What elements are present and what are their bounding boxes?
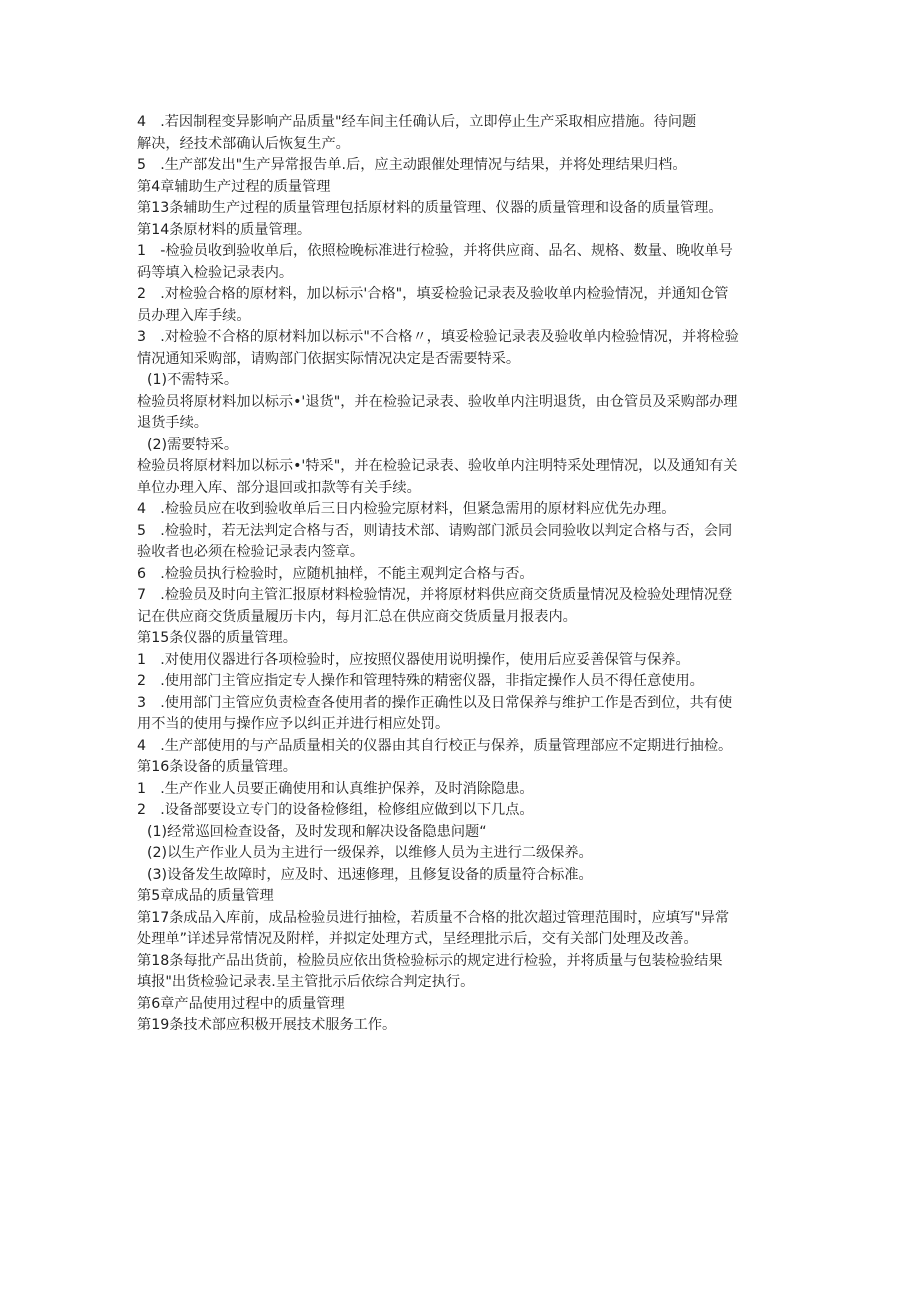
text-line: 4 .检验员应在收到验收单后三日内检验完原材料，但紧急需用的原材料应优先办理。: [137, 501, 676, 517]
text-line: 2 .使用部门主管应指定专人操作和管理特殊的精密仪器，非指定操作人员不得任意使用。: [137, 673, 704, 689]
text-line: 7 .检验员及时向主管汇报原材料检验情况，并将原材料供应商交货质量情况及检验处理情况登: [137, 587, 733, 603]
text-line: 6 .检验员执行检验时，应随机抽样，不能主观判定合格与否。: [137, 565, 534, 582]
sub-item: (1)不需特采。: [147, 372, 239, 388]
text-line: 3 .对检验不合格的原材料加以标示"不合格〃，填妥检验记录表及验收单内检验情况，并将检验: [137, 329, 739, 345]
text-line: 员办理入库手续。: [137, 307, 251, 324]
text-line: 1 .对使用仪器进行各项检验时，应按照仪器使用说明操作，使用后应妥善保管与保养。: [137, 651, 690, 668]
article-line: 第17条成品入库前，成品检验员进行抽检，若质量不合格的批次超过管理范围时，应填写"异常: [137, 909, 730, 926]
text-line: 记在供应商交货质量履历卡内，每月汇总在供应商交货质量月报表内。: [137, 608, 577, 625]
article-line: 第18条每批产品出货前，检脸员应依出货检验标示的规定进行检验，并将质量与包装检验结果: [137, 952, 723, 969]
text-line: 1 -检验员收到验收单后，依照检晚标准进行检验，并将供应商、品名、规格、数量、晚收单号: [137, 243, 733, 259]
text-line: 2 .对检验合格的原材料，加以标示'合格"，填妥检验记录表及验收单内检验情况，并通知仓管: [137, 286, 729, 302]
document-body: [137, 112, 789, 1037]
article-line: 第19条技术部应积极开展技术服务工作。: [137, 1017, 397, 1033]
text-line: 5 .生产部发出"生产异常报告单.后，应主动跟催处理情况与结果，并将处理结果归档。: [137, 157, 687, 173]
text-line: 5 .检验时，若无法判定合格与否，则请技术部、请购部门派员会同验收以判定合格与否，会同: [137, 522, 733, 539]
sub-item: (3)设备发生故障时，应及时、迅速修理，且修复设备的质量符合标准。: [147, 866, 593, 883]
text-line: 填报"出货检验记录表.呈主管批示后依综合判定执行。: [137, 974, 475, 990]
text-line: 处理单”详述异常情况及附样，并拟定处理方式，呈经理批示后，交有关部门处理及改善。: [137, 931, 698, 947]
sub-item: (1)经常巡回检查设备，及时发现和解决设备隐患问题“: [147, 823, 487, 840]
text-line: 4 .生产部使用的与产品质量相关的仪器由其自行校正与保养，质量管理部应不定期进行抽检。: [137, 737, 733, 754]
sub-item: (2)需要特采。: [147, 436, 239, 453]
text-line: 3 .使用部门主管应负责检查各使用者的操作正确性以及日常保养与维护工作是否到位，共有使: [137, 694, 733, 711]
text-line: 退货手续。: [137, 415, 208, 431]
text-line: 4 .若因制程变异影响产品质量"经车间主任确认后，立即停止生产采取相应措施。待问题: [137, 114, 697, 130]
article-line: 第15条仪器的质量管理。: [137, 630, 297, 646]
article-line: 第14条原材料的质量管理。: [137, 221, 312, 238]
chapter-heading: 第5章成品的质量管理: [137, 888, 274, 904]
text-line: 码等填入检验记录表内。: [137, 264, 294, 281]
chapter-heading: 第4章辅助生产过程的质量管理: [137, 178, 331, 195]
text-line: 2 .设备部要设立专门的设备检修组，检修组应做到以下几点。: [137, 802, 534, 818]
sub-item: (2)以生产作业人员为主进行一级保养，以维修人员为主进行二级保养。: [147, 845, 593, 861]
text-line: 情况通知采购部，请购部门依据实际情况决定是否需要特采。: [137, 350, 521, 367]
text-line: 单位办理入库、部分退回或扣款等有关手续。: [137, 479, 421, 496]
text-line: 解决，经技术部确认后恢复生产。: [137, 135, 350, 152]
text-line: 检验员将原材料加以标示•'特采"，并在检验记录表、验收单内注明特采处理情况，以及通知有关: [137, 458, 738, 474]
text-line: 1 .生产作业人员要正确使用和认真维护保养，及时消除隐患。: [137, 780, 534, 797]
article-line: 第13条辅助生产过程的质量管理包括原材料的质量管理、仪器的质量管理和设备的质量管理。: [137, 200, 723, 216]
text-line: 检验员将原材料加以标示•'退货"，并在检验记录表、验收单内注明退货，由仓管员及采购部办理: [137, 393, 738, 410]
text-line: 验收者也必须在检验记录表内签章。: [137, 544, 365, 560]
chapter-heading: 第6章产品使用过程中的质量管理: [137, 995, 345, 1012]
text-line: 用不当的使用与操作应予以纠正并进行相应处罚。: [137, 716, 450, 732]
article-line: 第16条设备的质量管理。: [137, 759, 297, 775]
